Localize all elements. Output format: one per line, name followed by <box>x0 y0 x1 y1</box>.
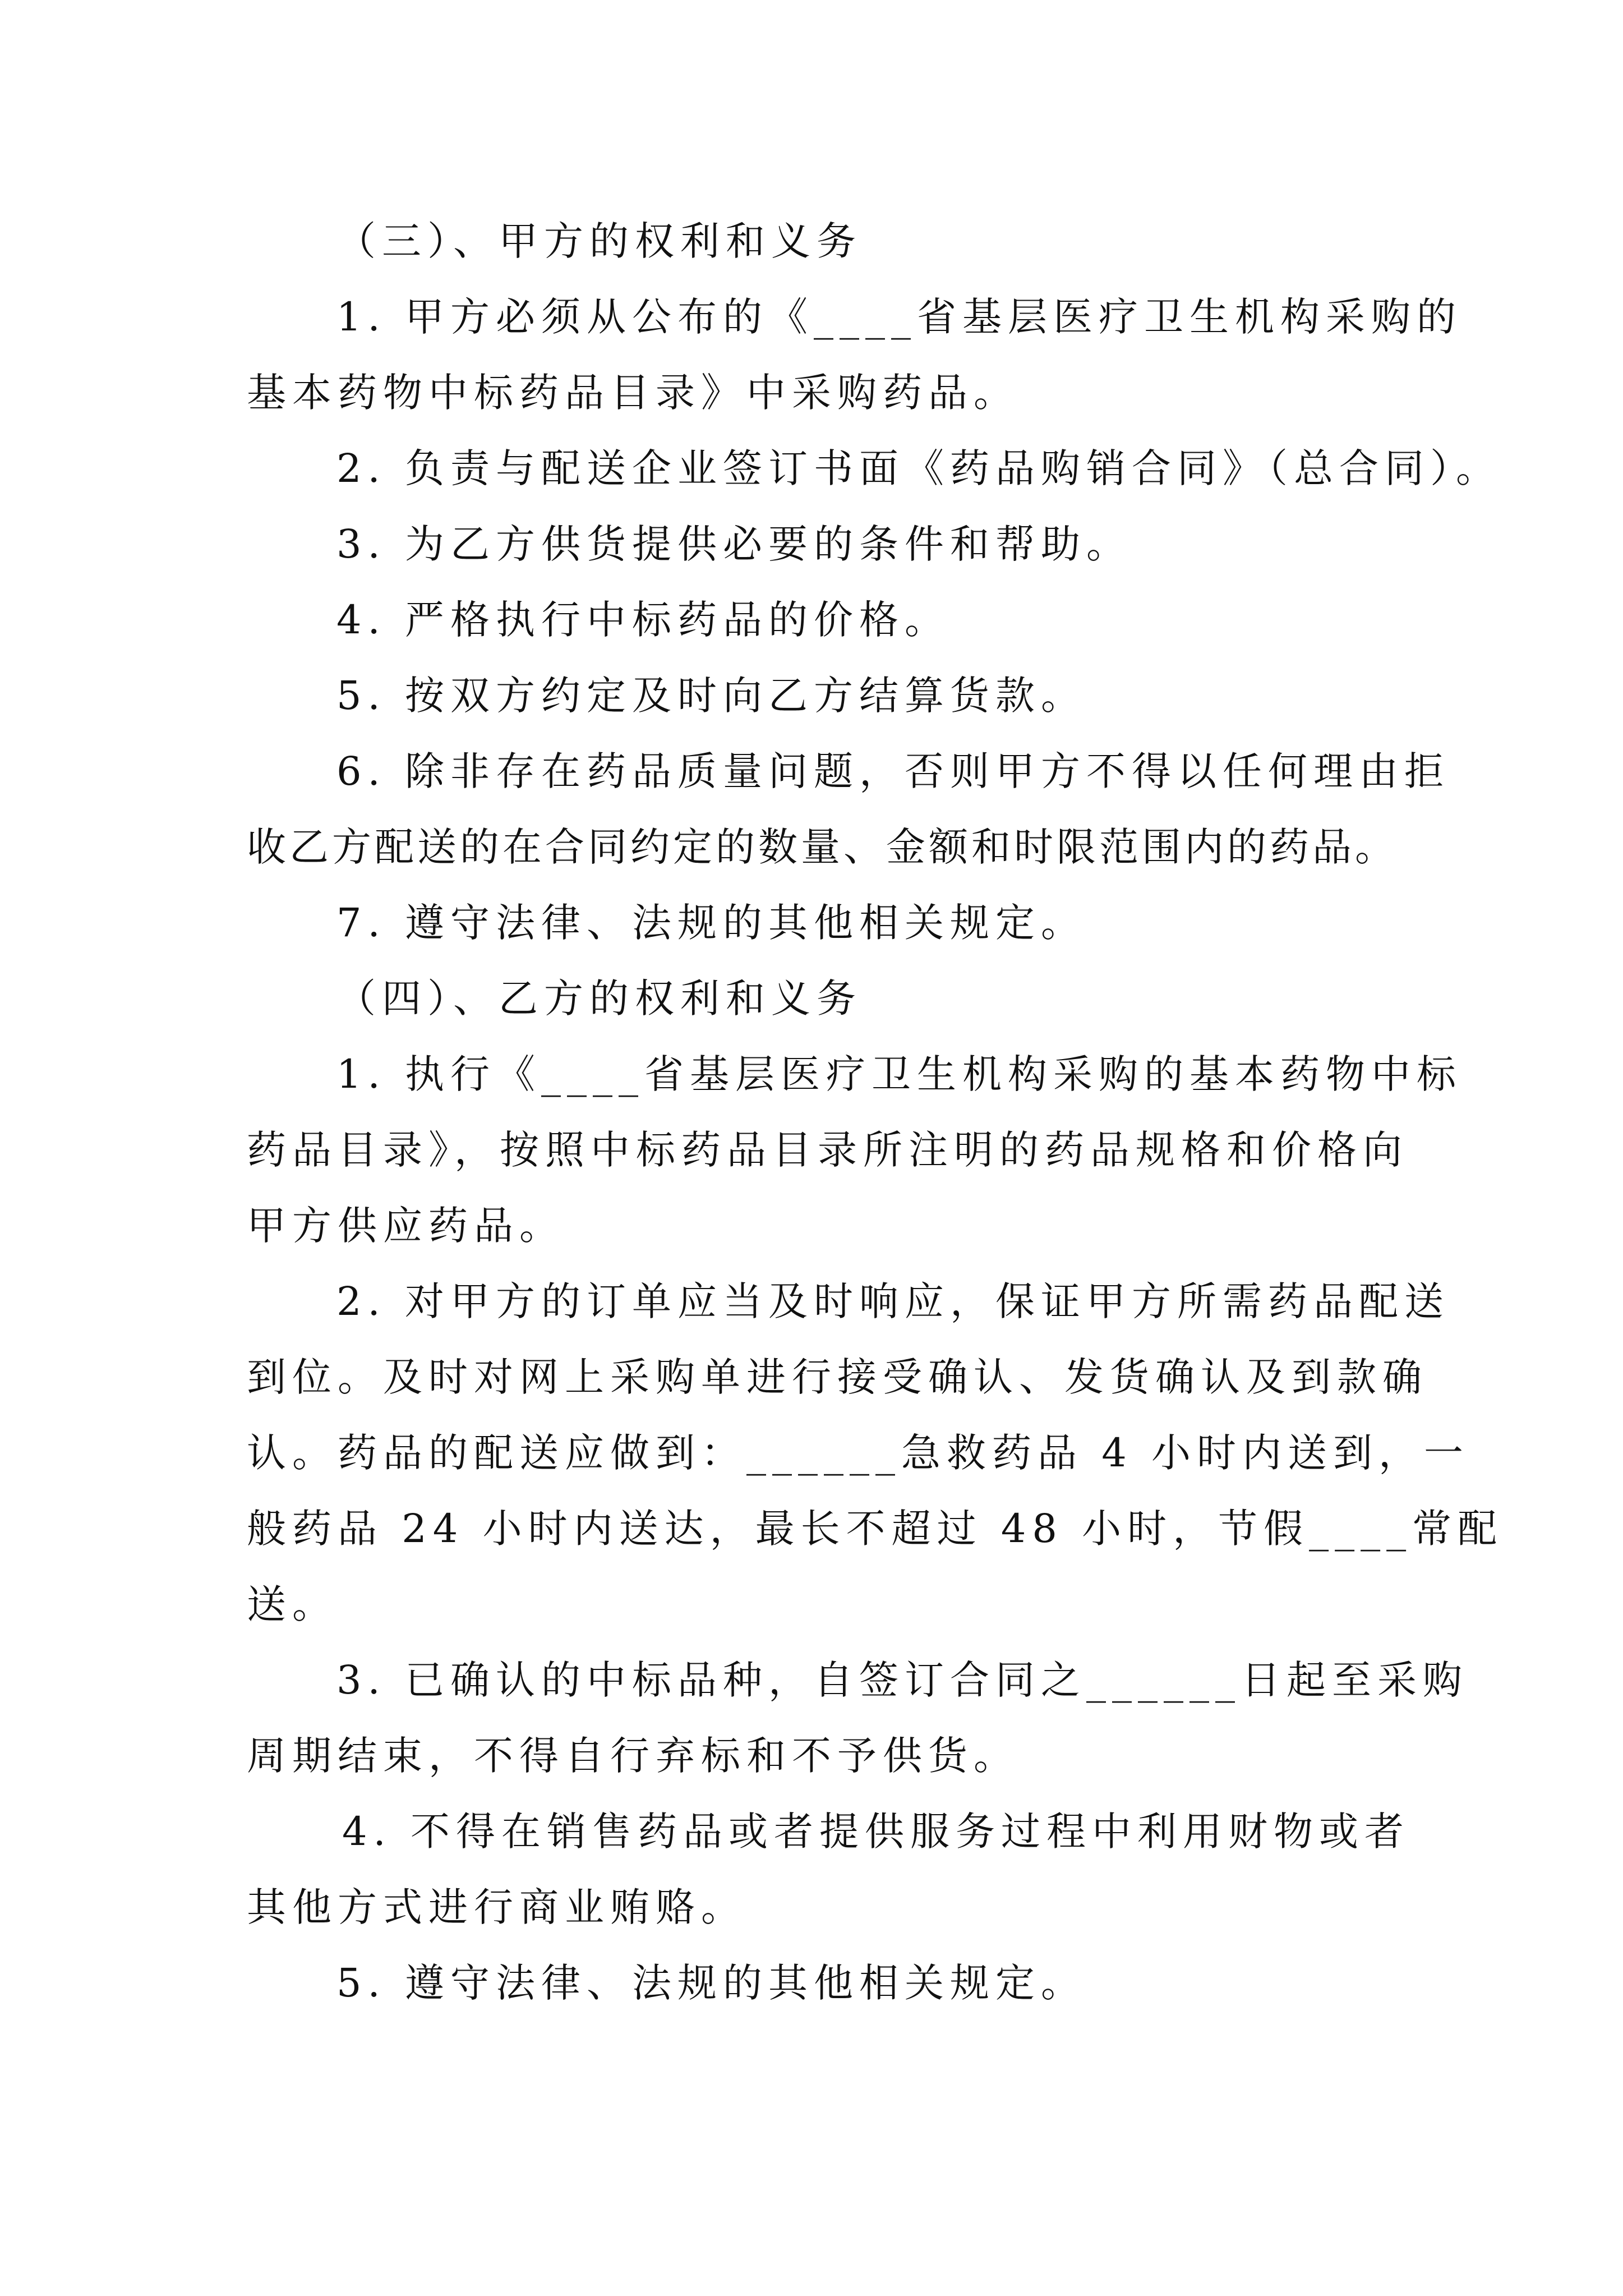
s3-item4: 4. 严格执行中标药品的价格。 <box>336 597 951 643</box>
s3-item3: 3. 为乙方供货提供必要的条件和帮助。 <box>336 521 1132 567</box>
s3-item5: 5. 按双方约定及时向乙方结算货款。 <box>336 673 1087 719</box>
s4-item3-line1: 3. 已确认的中标品种，自签订合同之______日起至采购 <box>336 1657 1469 1703</box>
s4-item2-line1: 2. 对甲方的订单应当及时响应，保证甲方所需药品配送 <box>336 1278 1450 1324</box>
s4-item3-line2: 周期结束，不得自行弃标和不予供货。 <box>247 1733 1019 1779</box>
s4-item2-line5: 送。 <box>247 1581 338 1627</box>
section-4-heading: （四）、乙方的权利和义务 <box>336 976 862 1022</box>
s4-item2-line2: 到位。及时对网上采购单进行接受确认、发货确认及到款确 <box>247 1354 1428 1400</box>
s3-item6-line2: 收乙方配送的在合同约定的数量、金额和时限范围内的药品。 <box>247 824 1398 870</box>
s4-item2-line4: 般药品 24 小时内送达，最长不超过 48 小时，节假____常配 <box>247 1506 1504 1552</box>
s4-item4-line2: 其他方式进行商业贿赂。 <box>247 1884 746 1930</box>
s4-item1-line2: 药品目录》，按照中标药品目录所注明的药品规格和价格向 <box>247 1127 1408 1173</box>
s3-item1-line1: 1. 甲方必须从公布的《____省基层医疗卫生机构采购的 <box>336 294 1463 340</box>
s3-item2: 2. 负责与配送企业签订书面《药品购销合同》（总合同）。 <box>336 445 1502 491</box>
s4-item2-line3: 认。药品的配送应做到：______急救药品 4 小时内送到，一 <box>247 1430 1470 1476</box>
s4-item1-line1: 1. 执行《____省基层医疗卫生机构采购的基本药物中标 <box>336 1051 1463 1097</box>
s3-item6-line1: 6. 除非存在药品质量问题，否则甲方不得以任何理由拒 <box>336 748 1450 794</box>
s4-item5: 5. 遵守法律、法规的其他相关规定。 <box>336 1960 1087 2006</box>
s3-item7: 7. 遵守法律、法规的其他相关规定。 <box>336 900 1087 946</box>
s3-item1-line2: 基本药物中标药品目录》中采购药品。 <box>247 370 1019 416</box>
section-3-heading: （三）、甲方的权利和义务 <box>336 218 862 264</box>
s4-item4-line1: 4. 不得在销售药品或者提供服务过程中利用财物或者 <box>342 1809 1410 1855</box>
s4-item1-line3: 甲方供应药品。 <box>247 1203 565 1249</box>
